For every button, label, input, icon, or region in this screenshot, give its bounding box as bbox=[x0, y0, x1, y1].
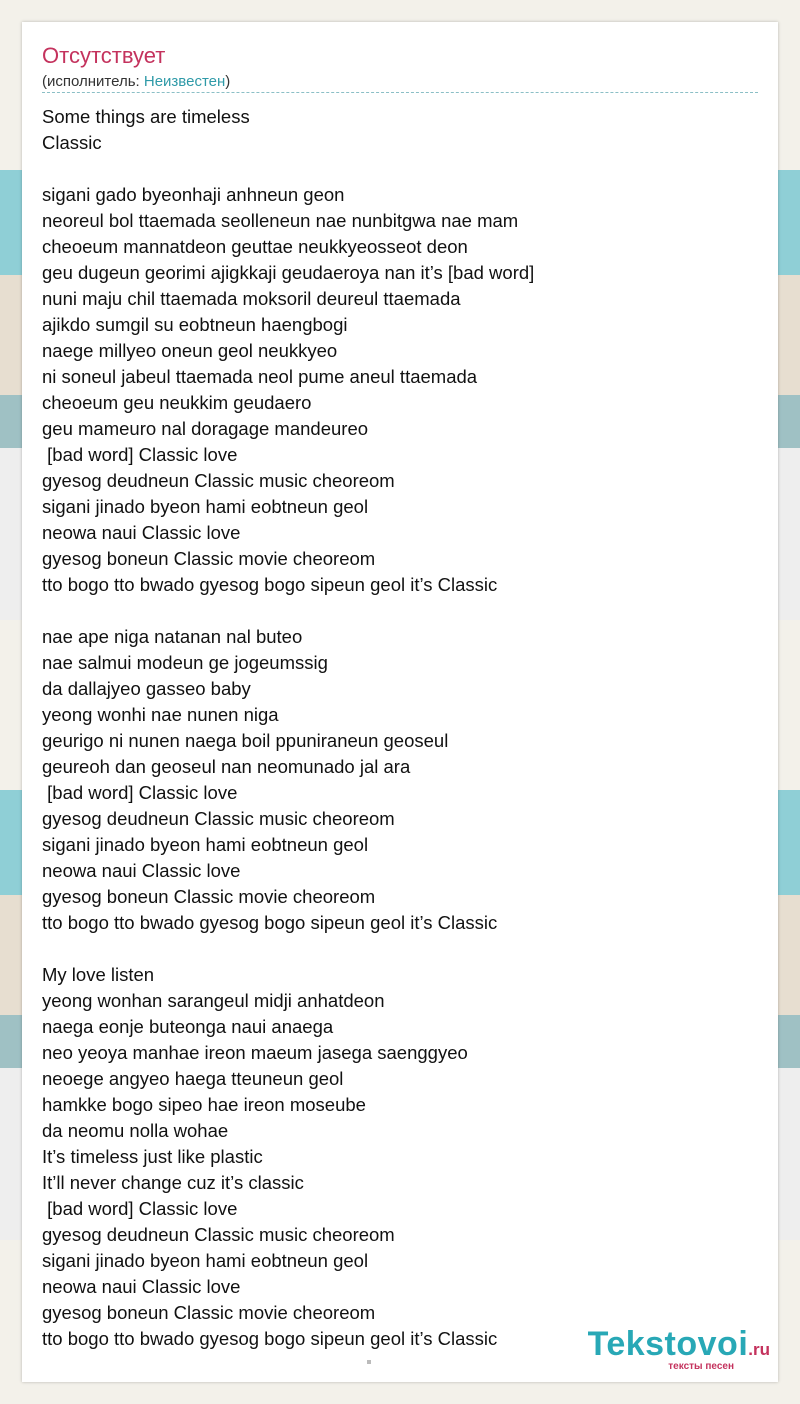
lyric-line: naege millyeo oneun geol neukkyeo bbox=[42, 340, 338, 361]
lyric-line: neowa naui Classic love bbox=[42, 1276, 241, 1297]
lyric-line: [bad word] Classic love bbox=[42, 1198, 238, 1219]
lyric-line: tto bogo tto bwado gyesog bogo sipeun geol it’s Classic bbox=[42, 1328, 498, 1349]
stanza-break bbox=[42, 598, 762, 624]
lyric-line: da neomu nolla wohae bbox=[42, 1120, 229, 1141]
logo-subtitle: тексты песен bbox=[668, 1361, 734, 1372]
logo-tld: .ru bbox=[748, 1340, 770, 1359]
stanza-break bbox=[42, 156, 762, 182]
lyric-line: da dallajyeo gasseo baby bbox=[42, 678, 251, 699]
lyric-line: gyesog boneun Classic movie cheoreom bbox=[42, 886, 376, 907]
lyrics-text bbox=[42, 104, 762, 1352]
logo-main-text: Tekstovoi bbox=[587, 1325, 749, 1363]
lyric-line: [bad word] Classic love bbox=[42, 444, 238, 465]
lyric-line: [bad word] Classic love bbox=[42, 782, 238, 803]
song-title: Отсутствует bbox=[42, 43, 166, 68]
lyric-line: yeong wonhi nae nunen niga bbox=[42, 704, 279, 725]
lyric-line: nuni maju chil ttaemada moksoril deureul ttaemada bbox=[42, 288, 461, 309]
lyric-line: geurigo ni nunen naega boil ppuniraneun geoseul bbox=[42, 730, 449, 751]
lyric-line: ajikdo sumgil su eobtneun haengbogi bbox=[42, 314, 348, 335]
lyric-line: gyesog deudneun Classic music cheoreom bbox=[42, 1224, 395, 1245]
lyric-line: yeong wonhan sarangeul midji anhatdeon bbox=[42, 990, 385, 1011]
lyric-line: Some things are timeless bbox=[42, 106, 250, 127]
lyric-line: geu dugeun georimi ajigkkaji geudaeroya nan it’s [bad word] bbox=[42, 262, 535, 283]
lyric-line: cheoeum mannatdeon geuttae neukkyeosseot deon bbox=[42, 236, 468, 257]
lyric-line: neo yeoya manhae ireon maeum jasega saenggyeo bbox=[42, 1042, 468, 1063]
lyrics-card bbox=[22, 22, 778, 1382]
lyric-line: tto bogo tto bwado gyesog bogo sipeun geol it’s Classic bbox=[42, 912, 498, 933]
lyric-line: gyesog deudneun Classic music cheoreom bbox=[42, 470, 395, 491]
lyric-line: gyesog deudneun Classic music cheoreom bbox=[42, 808, 395, 829]
bottom-dot bbox=[367, 1360, 371, 1364]
lyric-line: cheoeum geu neukkim geudaero bbox=[42, 392, 312, 413]
lyric-line: ni soneul jabeul ttaemada neol pume aneul ttaemada bbox=[42, 366, 478, 387]
lyric-line: sigani jinado byeon hami eobtneun geol bbox=[42, 496, 369, 517]
lyric-line: nae ape niga natanan nal buteo bbox=[42, 626, 303, 647]
lyric-line: geureoh dan geoseul nan neomunado jal ara bbox=[42, 756, 411, 777]
lyric-line: nae salmui modeun ge jogeumssig bbox=[42, 652, 328, 673]
lyric-line: naega eonje buteonga naui anaega bbox=[42, 1016, 334, 1037]
lyric-line: neoege angyeo haega tteuneun geol bbox=[42, 1068, 344, 1089]
title-divider bbox=[42, 92, 758, 93]
lyric-line: gyesog boneun Classic movie cheoreom bbox=[42, 548, 376, 569]
lyric-line: neoreul bol ttaemada seolleneun nae nunbitgwa nae mam bbox=[42, 210, 519, 231]
lyric-line: geu mameuro nal doragage mandeureo bbox=[42, 418, 369, 439]
artist-line bbox=[42, 72, 230, 92]
lyric-line: sigani gado byeonhaji anhneun geon bbox=[42, 184, 345, 205]
site-logo[interactable] bbox=[588, 1327, 770, 1372]
lyric-line: It’s timeless just like plastic bbox=[42, 1146, 263, 1167]
lyric-line: It’ll never change cuz it’s classic bbox=[42, 1172, 304, 1193]
lyric-line: Classic bbox=[42, 132, 102, 153]
artist-link[interactable]: Неизвестен bbox=[143, 73, 226, 90]
lyric-line: hamkke bogo sipeo hae ireon moseube bbox=[42, 1094, 366, 1115]
lyric-line: My love listen bbox=[42, 964, 155, 985]
lyric-line: sigani jinado byeon hami eobtneun geol bbox=[42, 1250, 369, 1271]
stanza-break bbox=[42, 936, 762, 962]
lyric-line: gyesog boneun Classic movie cheoreom bbox=[42, 1302, 376, 1323]
lyric-line: neowa naui Classic love bbox=[42, 860, 241, 881]
lyric-line: neowa naui Classic love bbox=[42, 522, 241, 543]
lyric-line: sigani jinado byeon hami eobtneun geol bbox=[42, 834, 369, 855]
artist-prefix: (исполнитель: bbox=[42, 73, 144, 90]
lyric-line: tto bogo tto bwado gyesog bogo sipeun geol it’s Classic bbox=[42, 574, 498, 595]
artist-suffix: ) bbox=[225, 73, 231, 90]
